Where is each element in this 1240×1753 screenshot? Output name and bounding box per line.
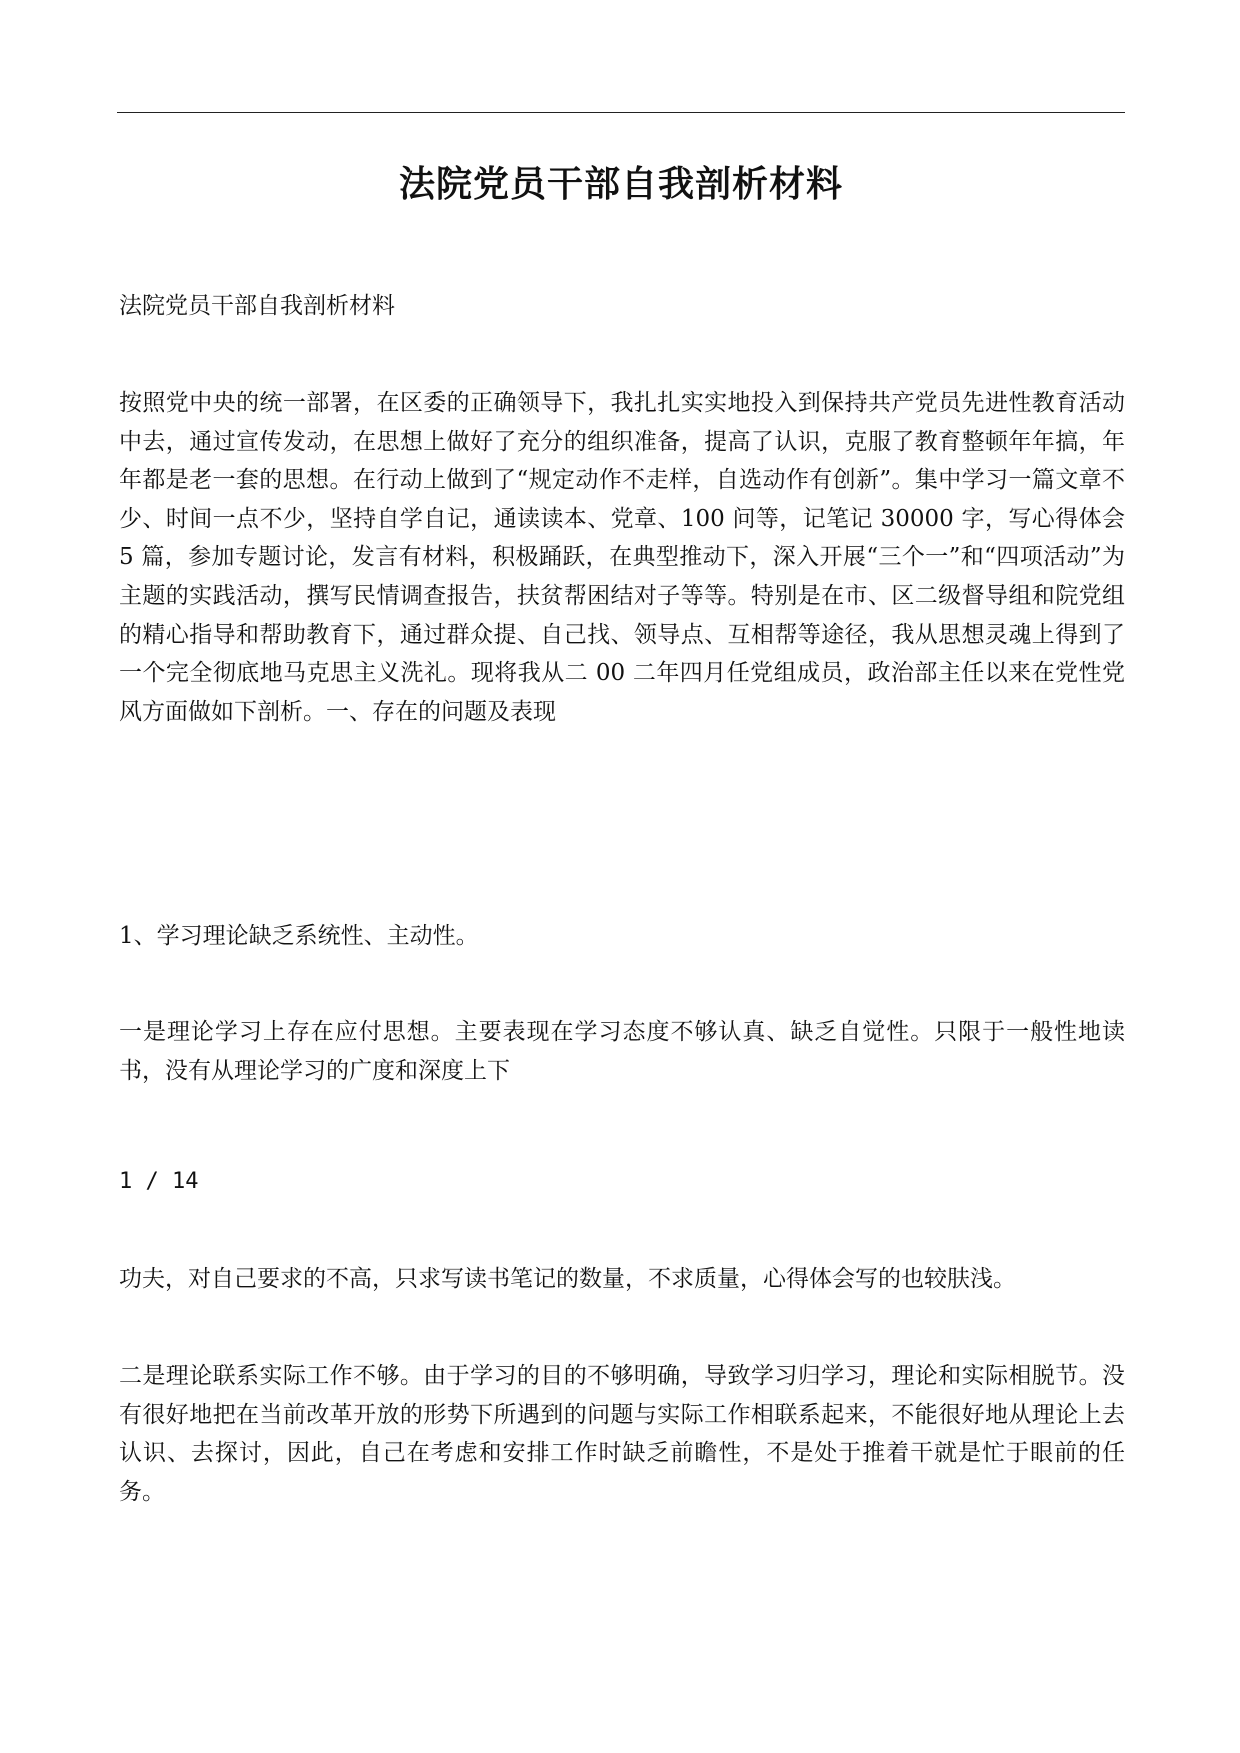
page-number: 1 / 14 [119,1169,199,1194]
paragraph-theory-practice: 二是理论联系实际工作不够。由于学习的目的不够明确，导致学习归学习，理论和实际相脱节。没有很好地把在当前改革开放的形势下所遇到的问题与实际工作相联系起来，不能很好地从理论上去认识、去探讨，因此，自己在考虑和安排工作时缺乏前瞻性，不是处于推着干就是忙于眼前的任务。 [119,1363,1125,1505]
paragraph-intro: 按照党中央的统一部署，在区委的正确领导下，我扎扎实实地投入到保持共产党员先进性教育活动中去，通过宣传发动，在思想上做好了充分的组织准备，提高了认识，克服了教育整顿年年搞，年年都是老一套的思想。在行动上做到了“规定动作不走样，自选动作有创新”。集中学习一篇文章不少、时间一点不少，坚持自学自记，通读读本、党章、100 问等，记笔记 30000 字，写心得体会 5 篇，参加专题讨论，发言有材料，积极踊跃，在典型推动下，深入开展“三个一”和“四项活动”为主题的实践活动，撰写民情调查报告，扶贫帮困结对子等等。特别是在市、区二级督导组和院党组的精心指导和帮助教育下，通过群众提、自己找、领导点、互相帮等途径，我从思想灵魂上得到了一个完全彻底地马克思主义洗礼。现将我从二 00 二年四月任党组成员，政治部主任以来在党性党风方面做如下剖析。一、存在的问题及表现 [119,390,1125,725]
header-rule [117,112,1125,113]
document-title: 法院党员干部自我剖析材料 [398,163,843,205]
paragraph-continuation: 功夫，对自己要求的不高，只求写读书笔记的数量，不求质量，心得体会写的也较肤浅。 [119,1266,1016,1292]
document-subtitle: 法院党员干部自我剖析材料 [119,293,395,319]
paragraph-theory-attitude: 一是理论学习上存在应付思想。主要表现在学习态度不够认真、缺乏自觉性。只限于一般性地读书，没有从理论学习的广度和深度上下 [119,1019,1125,1084]
section-heading-1: 1、学习理论缺乏系统性、主动性。 [119,923,479,949]
